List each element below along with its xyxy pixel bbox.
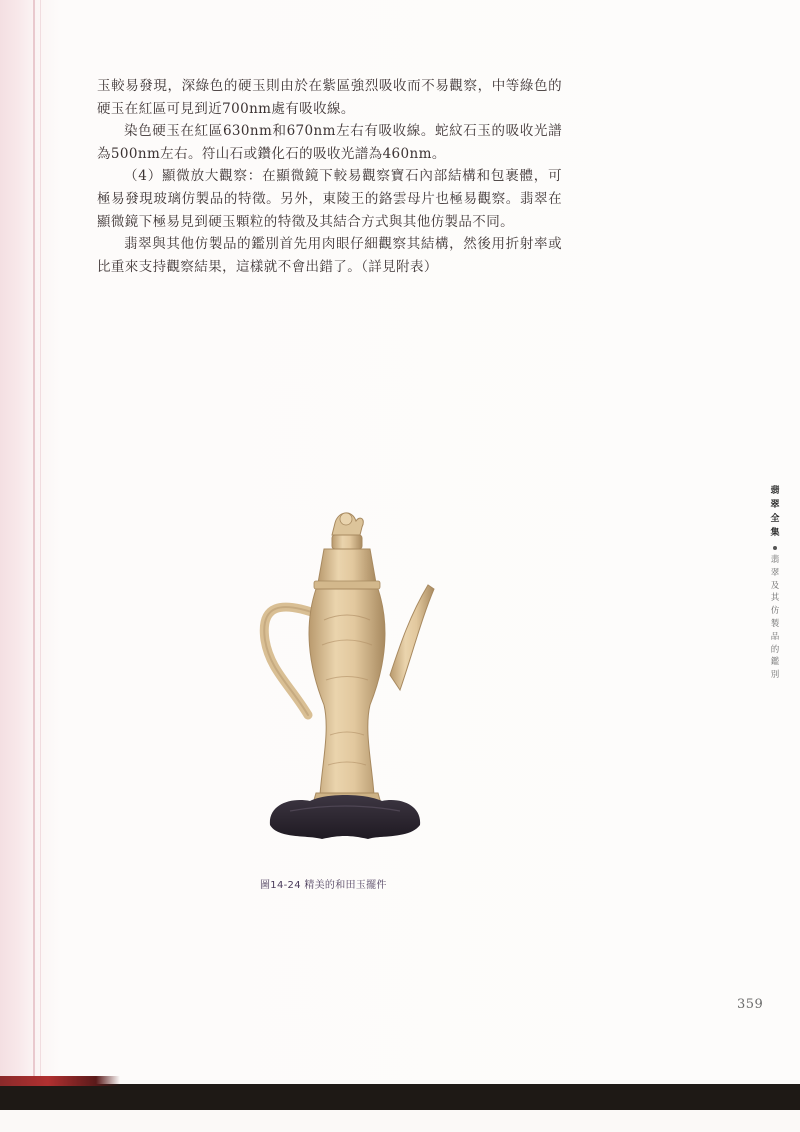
paragraph-3: （4）顯微放大觀察：在顯微鏡下較易觀察寶石內部結構和包裹體，可極易發現玻璃仿製品的特徵。另外，東陵王的鉻雲母片也極易觀察。翡翠在顯微鏡下極易見到硬玉顆粒的特徵及其結合方式與其他仿製品不同。 [97, 168, 562, 230]
gutter-line [40, 0, 41, 1080]
side-header-separator [773, 546, 777, 550]
paragraph-1: 玉較易發現，深綠色的硬玉則由於在紫區強烈吸收而不易觀察，中等綠色的硬玉在紅區可見到近700nm處有吸收線。 [97, 78, 562, 117]
gutter-line [33, 0, 35, 1080]
side-header-subtitle: 翡翠及其仿製品的鑑別 [770, 555, 780, 681]
jade-ewer-icon [250, 505, 440, 840]
side-header-title: 翡翠全集 [770, 486, 780, 538]
figure-caption: 圖14-24 精美的和田玉擺件 [260, 880, 387, 891]
book-bottom-edge [0, 1084, 800, 1110]
jade-ewer-figure [250, 505, 440, 840]
page-number: 359 [737, 997, 764, 1012]
book-cover-edge [0, 1076, 120, 1086]
body-text [97, 75, 562, 278]
paragraph-2: 染色硬玉在紅區630nm和670nm左右有吸收線。蛇紋石玉的吸收光譜為500nm左右。符山石或鑽化石的吸收光譜為460nm。 [97, 123, 562, 162]
paragraph-4: 翡翠與其他仿製品的鑑別首先用肉眼仔細觀察其結構，然後用折射率或比重來支持觀察結果，這樣就不會出錯了。（詳見附表） [97, 236, 562, 275]
